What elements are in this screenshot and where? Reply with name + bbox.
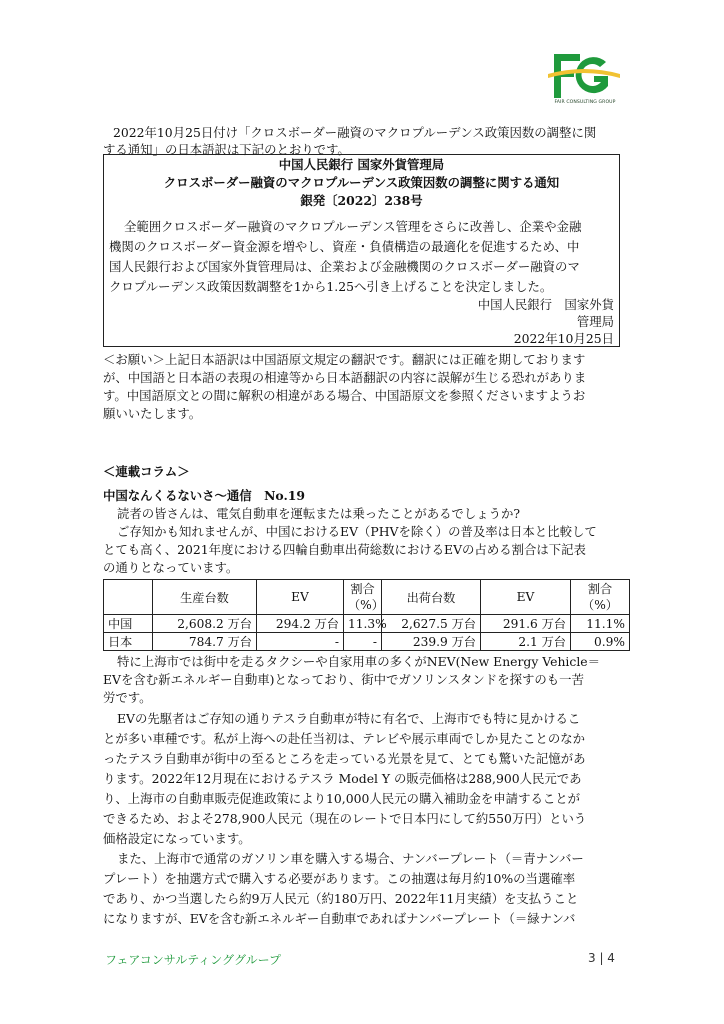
column-paragraph-line: EVの先駆者はご存知の通りテスラ自動車が特に有名で、上海市でも特に見かけるこ <box>117 711 581 726</box>
intro-line: する通知」の日本語訳は下記のとおりです。 <box>103 142 350 157</box>
column-paragraph-line: 価格設定になっています。 <box>103 831 251 846</box>
table-cell: 11.3% <box>344 615 382 633</box>
column-paragraph-line: また、上海市で通常のガソリン車を購入する場合、ナンバープレート（＝青ナンバー <box>117 851 584 866</box>
table-cell: 291.6 万台 <box>481 615 571 633</box>
table-row <box>104 615 630 633</box>
table-header-cell: 生産台数 <box>153 580 257 615</box>
notice-body-line: クロプルーデンス政策因数調整を1から1.25へ引き上げることを決定しました。 <box>109 279 553 294</box>
column-paragraph-line: 特に上海市では街中を走るタクシーや自家用車の多くがNEV(New Energy Vehicle＝ <box>117 654 601 669</box>
notice-signature: 管理局 <box>576 314 614 329</box>
notice-body-line: 全範囲クロスボーダー融資のマクロプルーデンス管理をさらに改善し、企業や金融 <box>124 219 582 234</box>
table-header-cell: 出荷台数 <box>382 580 481 615</box>
column-paragraph-line: 読者の皆さんは、電気自動車を運転または乗ったことがあるでしょうか? <box>117 506 521 521</box>
request-line: 願いいたします。 <box>103 406 202 421</box>
footer-page-number: 3 | 4 <box>588 951 615 965</box>
table-cell: 2,608.2 万台 <box>153 615 257 633</box>
intro-line: 2022年10月25日付け「クロスボーダー融資のマクロプルーデンス政策因数の調整に関 <box>113 125 597 140</box>
notice-signature: 中国人民銀行 国家外貨 <box>477 297 614 312</box>
column-paragraph-line: ご存知かも知れませんが、中国におけるEV（PHVを除く）の普及率は日本と比較して <box>117 524 597 539</box>
table-header-cell: EV <box>257 580 344 615</box>
table-cell: 294.2 万台 <box>257 615 344 633</box>
notice-body-line: 国人民銀行および国家外貨管理局は、企業および金融機関のクロスボーダー融資のマ <box>109 259 580 274</box>
notice-issuer: 中国人民銀行 国家外貨管理局 <box>278 157 445 172</box>
column-paragraph-line: プレート）を抽選方式で購入する必要があります。この抽選は毎月約10%の当選確率 <box>103 871 576 886</box>
table-cell: 11.1% <box>571 615 630 633</box>
table-cell: 2,627.5 万台 <box>382 615 481 633</box>
table-header-cell: 割合 （%） <box>344 580 382 615</box>
column-paragraph-line: できるため、およそ278,900人民元（現在のレートで日本円にして約550万円）という <box>103 811 587 826</box>
table-cell: 中国 <box>104 615 153 633</box>
table-cell: 0.9% <box>571 633 630 651</box>
column-paragraph-line: であり、かつ当選したら約9万人民元（約180万円、2022年11月実績）を支払うこと <box>103 891 579 906</box>
request-line: が、中国語と日本語の表現の相違等から日本語翻訳の内容に誤解が生じる恐れがありま <box>103 370 587 385</box>
table-header-row <box>104 580 630 615</box>
table-header-cell <box>104 580 153 615</box>
column-paragraph-line: になりますが、EVを含む新エネルギー自動車であればナンバープレート（＝緑ナンバ <box>103 911 576 926</box>
table-cell: 日本 <box>104 633 153 651</box>
column-title: 中国なんくるないさ～通信 No.19 <box>103 488 306 503</box>
column-paragraph-line: ったテスラ自動車が街中の至るところを走っている光景を見て、とても驚いた記憶があ <box>103 751 586 766</box>
notice-date: 2022年10月25日 <box>513 331 614 346</box>
table-cell: 239.9 万台 <box>382 633 481 651</box>
table-row <box>104 633 630 651</box>
table-header-cell: 割合 （%） <box>571 580 630 615</box>
table-cell: - <box>344 633 382 651</box>
column-paragraph-line: 労です。 <box>103 690 152 705</box>
logo-caption: FAIR CONSULTING GROUP <box>554 100 616 105</box>
column-paragraph-line: り、上海市の自動車販売促進政策により10,000人民元の購入補助金を申請することが <box>103 791 581 806</box>
table-cell: 2.1 万台 <box>481 633 571 651</box>
table-header-cell: EV <box>481 580 571 615</box>
request-line: ＜お願い＞上記日本語訳は中国語原文規定の翻訳です。翻訳には正確を期しております <box>103 352 586 367</box>
column-paragraph-line: の通りとなっています。 <box>103 560 239 575</box>
notice-title: クロスボーダー融資のマクロプルーデンス政策因数の調整に関する通知 <box>163 175 560 190</box>
column-paragraph-line: EVを含む新エネルギー自動車)となっており、街中でガソリンスタンドを探すのも一苦 <box>103 672 584 687</box>
notice-number: 銀発〔2022〕238号 <box>300 193 423 208</box>
column-heading: ＜連載コラム＞ <box>103 464 190 479</box>
column-paragraph-line: とが多い車種です。私が上海への赴任当初は、テレビや展示車両でしか見たことのなか <box>103 731 585 746</box>
table-cell: - <box>257 633 344 651</box>
footer-company: フェアコンサルティンググループ <box>105 953 282 967</box>
request-line: す。中国語原文との間に解釈の相違がある場合、中国語原文を参照くださいますようお <box>103 388 586 403</box>
column-paragraph-line: とても高く、2021年度における四輪自動車出荷総数におけるEVの占める割合は下記表 <box>103 542 586 557</box>
column-paragraph-line: ります。2022年12月現在におけるテスラ Model Y の販売価格は288,900人民元であ <box>103 771 582 786</box>
notice-body-line: 機関のクロスボーダー資金源を増やし、資産・負債構造の最適化を促進するため、中 <box>109 239 580 254</box>
table-cell: 784.7 万台 <box>153 633 257 651</box>
ev-share-table <box>103 579 630 651</box>
